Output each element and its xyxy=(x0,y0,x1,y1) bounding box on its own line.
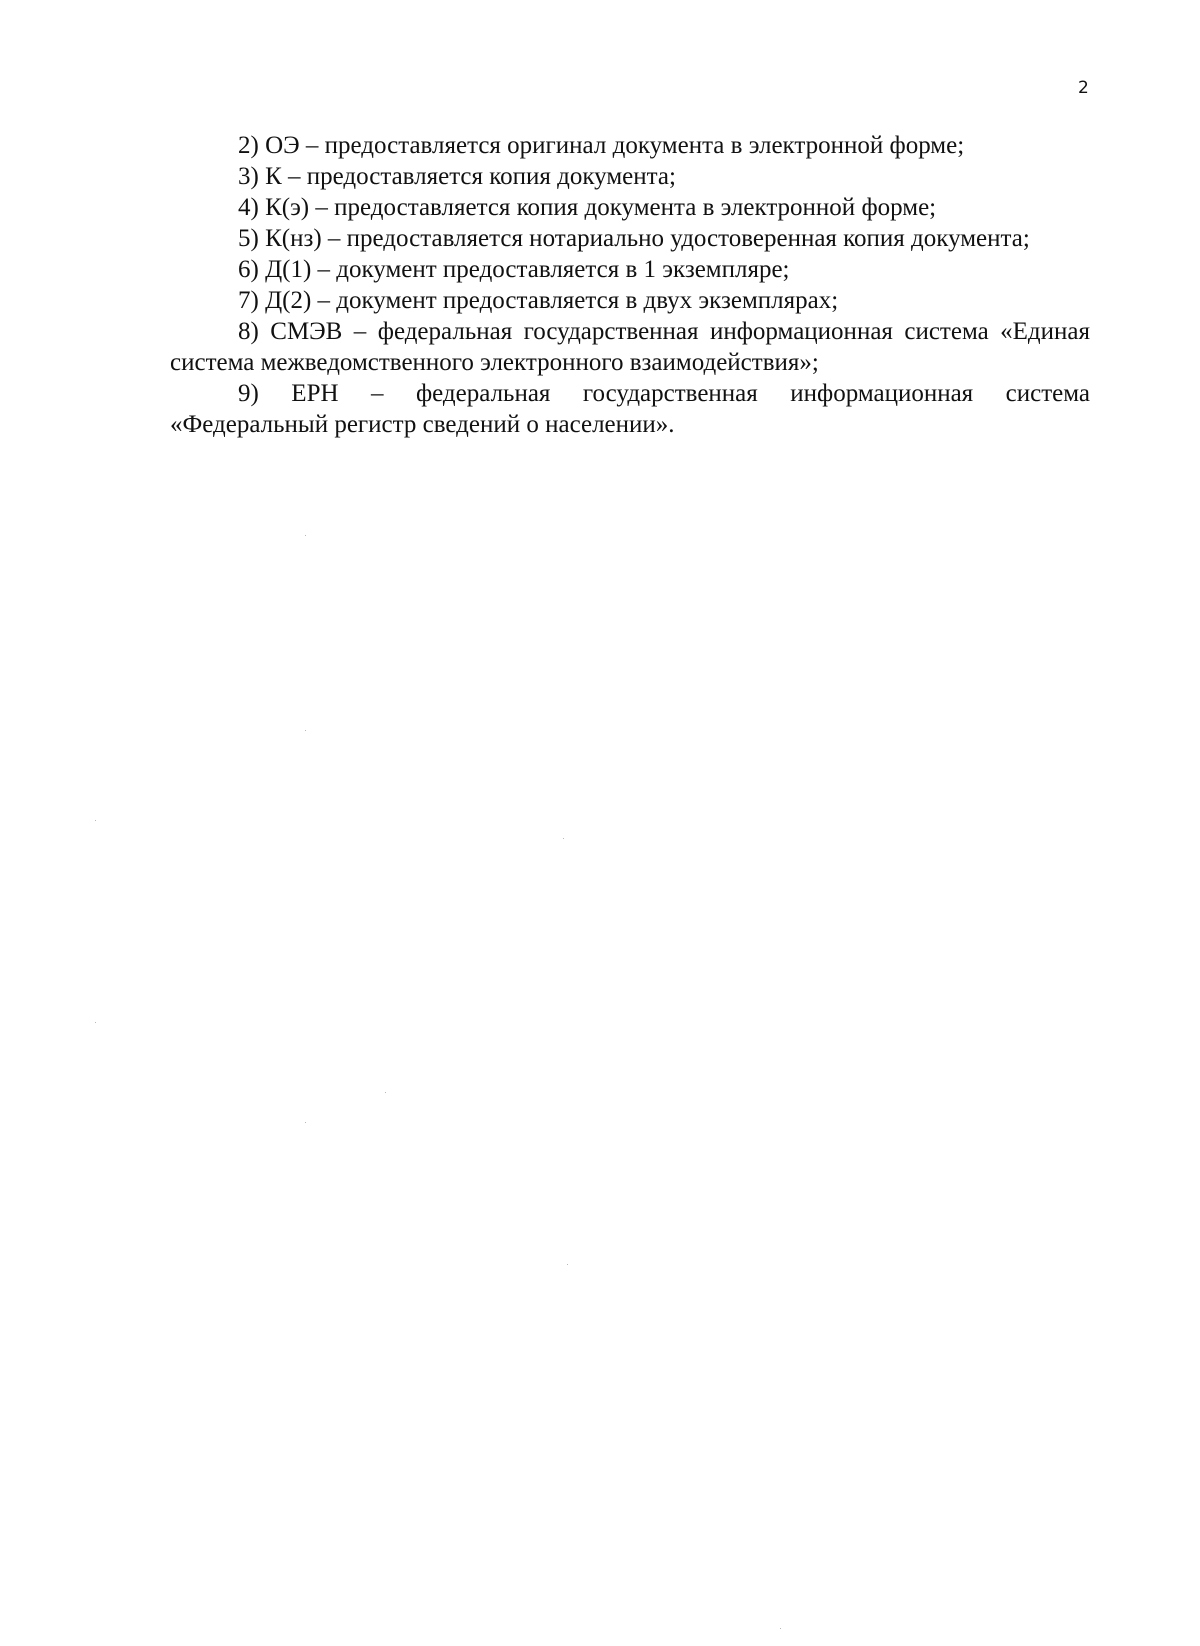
definition-smev: 8) СМЭВ – федеральная государственная информационная система «Единая система межведомственного электронного взаимодействия»; xyxy=(170,318,1090,376)
definition-k-e: 4) К(э) – предоставляется копия документа в электронной форме; xyxy=(238,194,937,221)
page-number: 2 xyxy=(1078,78,1089,98)
definition-d1: 6) Д(1) – документ предоставляется в 1 экземпляре; xyxy=(238,256,790,283)
document-body xyxy=(170,130,1090,440)
scan-speck xyxy=(567,1264,568,1265)
scan-speck xyxy=(305,1122,306,1123)
scan-speck xyxy=(780,1628,781,1629)
definition-d2: 7) Д(2) – документ предоставляется в двух экземплярах; xyxy=(238,287,839,314)
definition-k: 3) К – предоставляется копия документа; xyxy=(238,163,676,190)
definition-k-nz: 5) К(нз) – предоставляется нотариально удостоверенная копия документа; xyxy=(238,225,1030,252)
scan-speck xyxy=(95,1022,96,1023)
scan-speck xyxy=(95,820,96,821)
definition-ern: 9) ЕРН – федеральная государственная информационная система «Федеральный регистр сведений о населении». xyxy=(170,380,1090,438)
scan-speck xyxy=(305,730,306,731)
scan-speck xyxy=(305,535,306,536)
definition-oe: 2) ОЭ – предоставляется оригинал документа в электронной форме; xyxy=(238,132,965,159)
scan-speck xyxy=(563,838,564,839)
scan-speck xyxy=(385,1092,386,1093)
